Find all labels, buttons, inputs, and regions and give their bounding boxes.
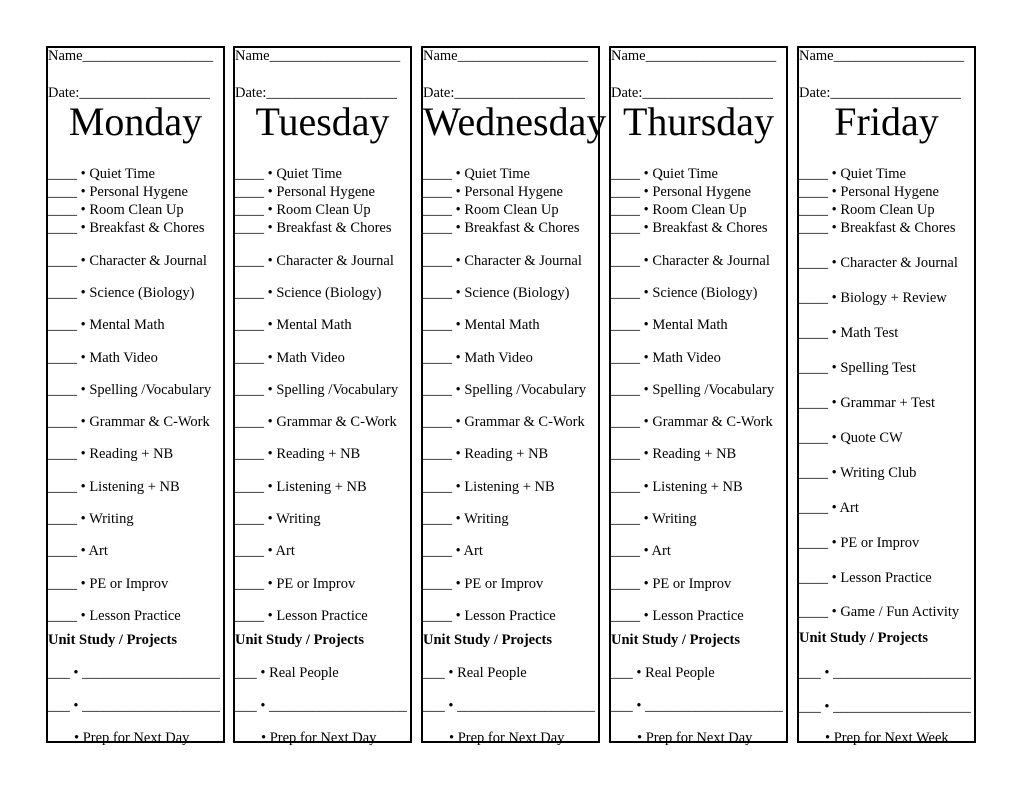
task-item: ____ • Personal Hygene <box>423 184 563 200</box>
name-label: Name <box>235 48 270 64</box>
task-item: ____ • Art <box>48 543 108 559</box>
task-item: ____ • Lesson Practice <box>423 608 556 624</box>
prep-footer: • Prep for Next Day <box>637 730 753 746</box>
name-label: Name <box>423 48 458 64</box>
task-item: ____ • Breakfast & Chores <box>611 220 768 236</box>
name-blank[interactable]: __________________ <box>833 48 965 64</box>
task-item: ____ • Personal Hygene <box>799 184 939 200</box>
name-field[interactable] <box>48 48 213 64</box>
task-item: ____ • Personal Hygene <box>235 184 375 200</box>
task-item: ____ • Spelling /Vocabulary <box>611 382 775 398</box>
date-label: Date: <box>611 85 643 101</box>
task-item: ____ • Lesson Practice <box>48 608 181 624</box>
task-item: ____ • Grammar & C-Work <box>48 414 210 430</box>
day-title: Tuesday <box>255 99 390 144</box>
task-item: ____ • Grammar & C-Work <box>611 414 773 430</box>
unit-study-item: ___ • ___________________ <box>48 665 220 681</box>
task-item: ____ • Mental Math <box>611 317 728 333</box>
task-item: ____ • Art <box>611 543 671 559</box>
task-item: ____ • Quiet Time <box>799 166 906 182</box>
unit-study-item: ___ • ___________________ <box>235 698 407 714</box>
task-item: ____ • Room Clean Up <box>48 202 184 218</box>
day-column-monday <box>46 46 225 746</box>
name-blank[interactable]: __________________ <box>269 48 401 64</box>
task-item: ____ • Listening + NB <box>235 479 367 495</box>
task-item: ____ • Character & Journal <box>423 253 582 269</box>
name-blank[interactable]: __________________ <box>645 48 777 64</box>
task-item: ____ • Math Video <box>423 350 533 366</box>
task-item: ____ • Breakfast & Chores <box>423 220 580 236</box>
task-item: ____ • Listening + NB <box>423 479 555 495</box>
prep-footer: • Prep for Next Week <box>825 730 949 746</box>
task-item: ____ • Spelling Test <box>799 360 916 376</box>
task-item: ____ • Biology + Review <box>799 290 947 306</box>
name-label: Name <box>799 48 834 64</box>
date-label: Date: <box>799 85 831 101</box>
date-blank[interactable]: __________________ <box>79 85 210 101</box>
task-item: ____ • Reading + NB <box>611 446 737 462</box>
date-label: Date: <box>235 85 267 101</box>
task-item: ____ • PE or Improv <box>235 576 356 592</box>
task-item: ____ • Character & Journal <box>48 253 207 269</box>
task-item: ____ • Breakfast & Chores <box>48 220 205 236</box>
task-item: ____ • Listening + NB <box>611 479 743 495</box>
task-item: ____ • Science (Biology) <box>423 285 570 301</box>
task-item: ____ • Math Video <box>235 350 345 366</box>
task-item: ____ • Room Clean Up <box>611 202 747 218</box>
task-item: ____ • Lesson Practice <box>799 570 932 586</box>
name-blank[interactable]: __________________ <box>457 48 589 64</box>
task-item: ____ • Spelling /Vocabulary <box>48 382 212 398</box>
day-column-thursday <box>609 46 788 746</box>
name-field[interactable] <box>423 48 588 64</box>
day-title: Thursday <box>622 99 775 144</box>
unit-study-heading: Unit Study / Projects <box>48 632 178 648</box>
task-item: ____ • Quiet Time <box>611 166 718 182</box>
unit-study-heading: Unit Study / Projects <box>799 630 929 646</box>
task-item: ____ • Mental Math <box>423 317 540 333</box>
task-item: ____ • Quote CW <box>799 430 903 446</box>
task-item: ____ • Science (Biology) <box>611 285 758 301</box>
task-item: ____ • Writing Club <box>799 465 917 481</box>
task-item: ____ • Writing <box>423 511 509 527</box>
task-item: ____ • Mental Math <box>48 317 165 333</box>
task-item: ____ • Writing <box>235 511 321 527</box>
task-item: ____ • Quiet Time <box>423 166 530 182</box>
date-blank[interactable]: __________________ <box>266 85 397 101</box>
unit-study-heading: Unit Study / Projects <box>611 632 741 648</box>
task-item: ____ • Character & Journal <box>799 255 958 271</box>
day-column-tuesday <box>233 46 412 746</box>
name-field[interactable] <box>235 48 400 64</box>
task-item: ____ • Game / Fun Activity <box>799 604 960 620</box>
task-item: ____ • Math Video <box>48 350 158 366</box>
task-item: ____ • Breakfast & Chores <box>235 220 392 236</box>
date-blank[interactable]: __________________ <box>454 85 585 101</box>
unit-study-item: ___ • ___________________ <box>48 698 220 714</box>
day-column-friday <box>797 46 976 746</box>
name-label: Name <box>48 48 83 64</box>
date-label: Date: <box>48 85 80 101</box>
task-item: ____ • Grammar + Test <box>799 395 936 411</box>
task-item: ____ • Listening + NB <box>48 479 180 495</box>
name-blank[interactable]: __________________ <box>82 48 214 64</box>
task-item: ____ • Reading + NB <box>48 446 174 462</box>
prep-footer: • Prep for Next Day <box>449 730 565 746</box>
prep-footer: • Prep for Next Day <box>261 730 377 746</box>
unit-study-item: ___ • ___________________ <box>799 665 971 681</box>
day-column-wednesday <box>421 46 607 746</box>
task-item: ____ • Quiet Time <box>235 166 342 182</box>
task-item: ____ • Room Clean Up <box>423 202 559 218</box>
name-field[interactable] <box>611 48 776 64</box>
task-item: ____ • PE or Improv <box>611 576 732 592</box>
task-item: ____ • Quiet Time <box>48 166 155 182</box>
unit-study-item: ___ • ___________________ <box>423 698 595 714</box>
day-title: Friday <box>834 99 939 144</box>
task-item: ____ • Art <box>235 543 295 559</box>
name-field[interactable] <box>799 48 964 64</box>
task-item: ____ • Room Clean Up <box>799 202 935 218</box>
unit-study-item: ___ • Real People <box>611 665 715 681</box>
task-item: ____ • Reading + NB <box>423 446 549 462</box>
task-item: ____ • Writing <box>611 511 697 527</box>
name-label: Name <box>611 48 646 64</box>
task-item: ____ • Reading + NB <box>235 446 361 462</box>
task-item: ____ • Lesson Practice <box>235 608 368 624</box>
task-item: ____ • Grammar & C-Work <box>423 414 585 430</box>
task-item: ____ • Spelling /Vocabulary <box>235 382 399 398</box>
task-item: ____ • Writing <box>48 511 134 527</box>
task-item: ____ • Breakfast & Chores <box>799 220 956 236</box>
task-item: ____ • Room Clean Up <box>235 202 371 218</box>
date-blank[interactable]: __________________ <box>642 85 773 101</box>
prep-footer: • Prep for Next Day <box>74 730 190 746</box>
unit-study-heading: Unit Study / Projects <box>423 632 553 648</box>
task-item: ____ • Character & Journal <box>235 253 394 269</box>
task-item: ____ • PE or Improv <box>423 576 544 592</box>
task-item: ____ • Science (Biology) <box>48 285 195 301</box>
task-item: ____ • Art <box>423 543 483 559</box>
task-item: ____ • Personal Hygene <box>611 184 751 200</box>
task-item: ____ • Grammar & C-Work <box>235 414 397 430</box>
task-item: ____ • Science (Biology) <box>235 285 382 301</box>
day-title: Wednesday <box>423 99 607 144</box>
task-item: ____ • Math Test <box>799 325 899 341</box>
day-title: Monday <box>68 99 203 144</box>
task-item: ____ • Spelling /Vocabulary <box>423 382 587 398</box>
task-item: ____ • Mental Math <box>235 317 352 333</box>
unit-study-item: ___ • ___________________ <box>799 699 971 715</box>
task-item: ____ • Lesson Practice <box>611 608 744 624</box>
task-item: ____ • Art <box>799 500 859 516</box>
unit-study-heading: Unit Study / Projects <box>235 632 365 648</box>
task-item: ____ • Math Video <box>611 350 721 366</box>
unit-study-item: ___ • ___________________ <box>611 698 783 714</box>
task-item: ____ • Personal Hygene <box>48 184 188 200</box>
date-label: Date: <box>423 85 455 101</box>
task-item: ____ • PE or Improv <box>799 535 920 551</box>
task-item: ____ • PE or Improv <box>48 576 169 592</box>
unit-study-item: ___ • Real People <box>423 665 527 681</box>
date-blank[interactable]: __________________ <box>830 85 961 101</box>
task-item: ____ • Character & Journal <box>611 253 770 269</box>
unit-study-item: ___ • Real People <box>235 665 339 681</box>
